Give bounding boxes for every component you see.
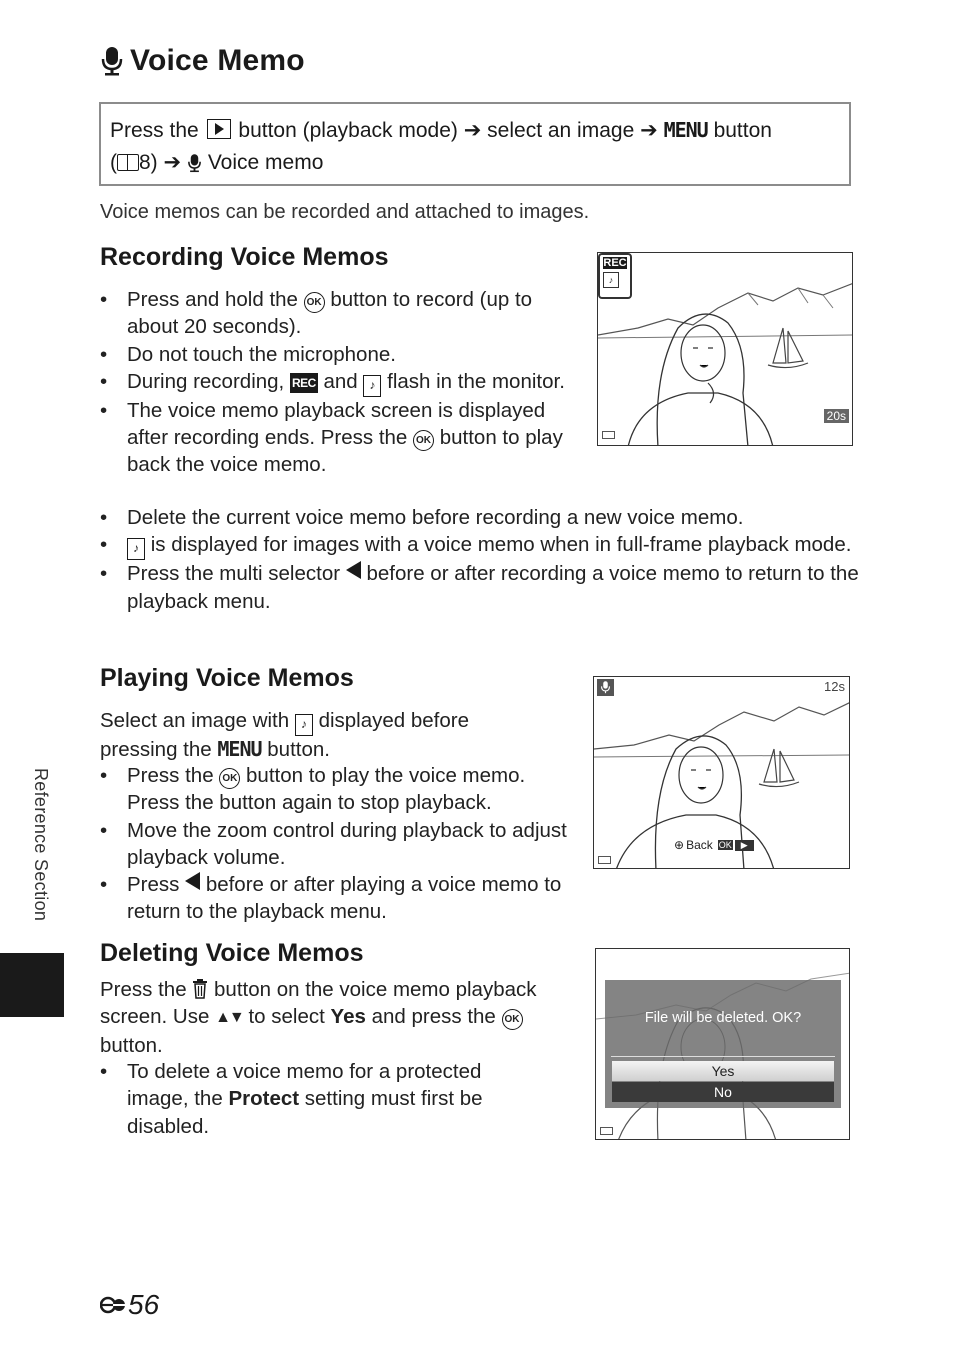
- playing-heading: Playing Voice Memos: [100, 664, 354, 692]
- navigation-path-box: [99, 102, 851, 186]
- reference-section-icon: [100, 1295, 126, 1315]
- left-arrow-icon: [346, 561, 361, 579]
- list-item: • Do not touch the microphone.: [100, 341, 570, 368]
- menu-button-icon: MENU: [663, 118, 708, 142]
- voice-memo-icon: ♪: [295, 714, 313, 736]
- list-item: • Press before or after playing a voice memo to return to the playback menu.: [100, 871, 570, 926]
- section-side-label: Reference Section: [31, 768, 51, 922]
- dialog-yes-option[interactable]: Yes: [612, 1061, 834, 1081]
- battery-icon: [600, 1127, 613, 1135]
- ok-button-icon: OK: [219, 768, 240, 789]
- dialog-message: File will be deleted. OK?: [644, 1010, 802, 1026]
- battery-icon: [602, 431, 615, 439]
- back-label: Back: [686, 838, 713, 852]
- list-item: • Delete the current voice memo before recording a new voice memo.: [100, 504, 860, 531]
- menu-button-icon: MENU: [217, 737, 262, 761]
- camera-screen-playback: [593, 676, 850, 869]
- nav-text: Press the: [110, 119, 199, 142]
- page-title-text: Voice Memo: [130, 44, 305, 77]
- playback-guide: [674, 838, 754, 852]
- list-item: • Move the zoom control during playback to adjust playback volume.: [100, 817, 570, 872]
- nav-text: select an image: [487, 119, 635, 142]
- arrow-right-icon: ➔: [163, 151, 182, 174]
- rec-icon: REC: [603, 257, 627, 269]
- landscape-portrait-illustration: [598, 253, 853, 446]
- arrow-right-icon: ➔: [640, 119, 658, 142]
- nav-line-2: ( 8) ➔ Voice memo: [110, 151, 324, 174]
- intro-text: Voice memos can be recorded and attached to images.: [100, 201, 590, 223]
- dialog-divider: [611, 1056, 835, 1057]
- nav-text: Voice memo: [207, 151, 324, 174]
- arrow-right-icon: ➔: [463, 119, 482, 142]
- microphone-icon: [597, 679, 614, 696]
- delete-dialog: [605, 980, 841, 1108]
- page-number-text: 56: [128, 1289, 160, 1320]
- page-number: [100, 1289, 159, 1321]
- camera-screen-delete: [595, 948, 850, 1140]
- deleting-heading: Deleting Voice Memos: [100, 939, 364, 967]
- play-icon: ▶: [735, 840, 754, 851]
- voice-memo-indicator: [597, 679, 614, 696]
- list-item: • The voice memo playback screen is displayed after recording ends. Press the OK button to play back the voice memo.: [100, 397, 570, 479]
- microphone-icon: [100, 46, 124, 76]
- nav-text: button: [713, 119, 772, 142]
- deleting-intro: Press the button on the voice memo playback screen. Use ▲▼ to select Yes and press the OK button.: [100, 978, 537, 1057]
- list-item: • During recording, REC and ♪ flash in the monitor.: [100, 368, 570, 397]
- camera-screen-recording: [597, 252, 853, 446]
- nav-line-1: [110, 114, 841, 147]
- ok-button-icon: OK: [502, 1009, 523, 1030]
- list-item: • Press the multi selector before or after recording a voice memo to return to the playback menu.: [100, 560, 860, 615]
- voice-memo-icon: ♪: [603, 272, 619, 288]
- deleting-list: [100, 1058, 540, 1140]
- yes-bold: Yes: [330, 1005, 366, 1029]
- nav-text: button (playback mode): [238, 119, 458, 142]
- list-item: • To delete a voice memo for a protected image, the Protect setting must first be disabled.: [100, 1058, 540, 1140]
- rec-icon: REC: [290, 373, 318, 393]
- left-arrow-icon: [185, 872, 200, 890]
- playing-intro: Select an image with ♪ displayed before pressing the MENU button.: [100, 709, 469, 761]
- ok-button-icon: OK: [304, 292, 325, 313]
- voice-memo-icon: ♪: [363, 375, 381, 397]
- trash-icon: [192, 979, 208, 999]
- nav-ref: 8): [139, 151, 158, 174]
- recording-heading: Recording Voice Memos: [100, 243, 389, 271]
- section-tab-marker: [0, 953, 64, 1017]
- up-down-icon: ▲▼: [215, 1009, 243, 1027]
- list-item: • ♪ is displayed for images with a voice memo when in full-frame playback mode.: [100, 531, 860, 560]
- page-title: [100, 44, 305, 78]
- recording-list-bottom: [100, 504, 860, 615]
- ok-button-icon: OK: [718, 840, 732, 850]
- list-item: • Press the OK button to play the voice memo. Press the button again to stop playback.: [100, 762, 570, 817]
- ok-button-icon: OK: [413, 430, 434, 451]
- book-reference-icon: [117, 154, 139, 171]
- playback-time: 12s: [824, 679, 845, 694]
- playing-list: [100, 762, 570, 926]
- list-item: • Press and hold the OK button to record (up to about 20 seconds).: [100, 286, 570, 341]
- microphone-icon: [187, 153, 202, 173]
- voice-memo-icon: ♪: [127, 538, 145, 560]
- playback-button-icon: [207, 119, 231, 139]
- battery-icon: [598, 856, 611, 864]
- dialog-no-option[interactable]: No: [612, 1082, 834, 1102]
- recording-list-top: [100, 286, 570, 479]
- protect-bold: Protect: [228, 1087, 300, 1111]
- zoom-control-icon: ⊕: [674, 838, 685, 852]
- rec-indicator-box: [598, 253, 632, 299]
- recording-time: 20s: [824, 409, 849, 423]
